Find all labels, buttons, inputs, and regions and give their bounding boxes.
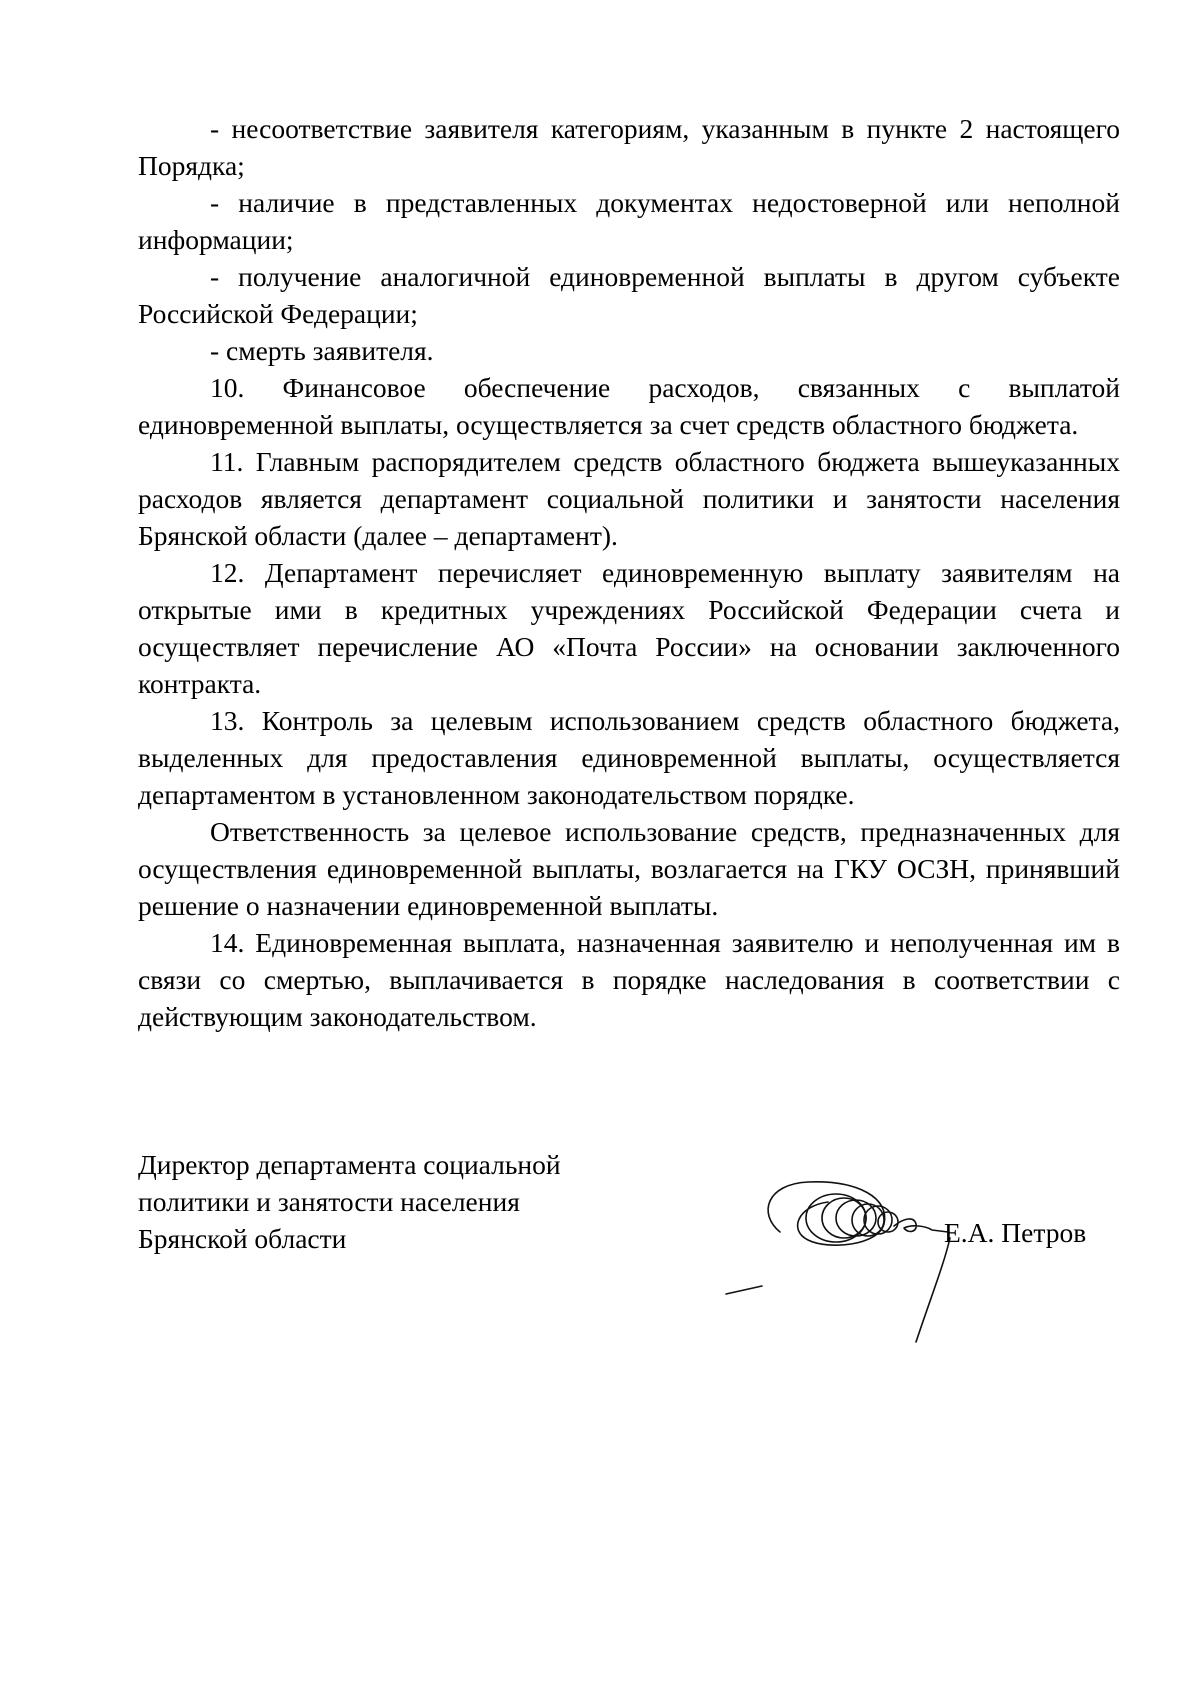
signature-block <box>138 1146 1120 1346</box>
paragraph-responsibility: Ответственность за целевое использование средств, предназначенных для осуществления единовременной выплаты, возлагается на ГКУ ОСЗН, принявший решение о назначении единовременной выплаты. <box>138 816 1120 921</box>
signer-position-line: политики и занятости населения <box>138 1186 520 1217</box>
paragraph-item-4: - смерть заявителя. <box>210 335 434 366</box>
paragraph-10: 10. Финансовое обеспечение расходов, связанных с выплатой единовременной выплаты, осуществляется за счет средств областного бюджета. <box>138 372 1120 440</box>
paragraph-14: 14. Единовременная выплата, назначенная заявителю и неполученная им в связи со смертью, выплачивается в порядке наследования в соответствии с действующим законодательством. <box>138 927 1120 1032</box>
paragraph-13: 13. Контроль за целевым использованием средств областного бюджета, выделенных для предоставления единовременной выплаты, осуществляется департаментом в установленном законодательством порядке. <box>138 705 1120 810</box>
signer-name: Е.А. Петров <box>944 1217 1087 1248</box>
paragraph-12: 12. Департамент перечисляет единовременную выплату заявителям на открытые ими в кредитных учреждениях Российской Федерации счета и осуществляет перечисление АО «Почта России» на основании заключенного контракта. <box>138 557 1120 699</box>
document-body <box>138 110 1120 1035</box>
paragraph-item-1: - несоответствие заявителя категориям, указанным в пункте 2 настоящего Порядка; <box>138 113 1120 181</box>
signer-position <box>138 1146 561 1257</box>
paragraph-11: 11. Главным распорядителем средств областного бюджета вышеуказанных расходов является департамент социальной политики и занятости населения Брянской области (далее – департамент). <box>138 446 1120 551</box>
paragraph-item-3: - получение аналогичной единовременной выплаты в другом субъекте Российской Федерации; <box>138 261 1120 329</box>
paragraph-item-2: - наличие в представленных документах недостоверной или неполной информации; <box>138 187 1120 255</box>
signer-position-line: Директор департамента социальной <box>138 1149 561 1180</box>
signer-position-line: Брянской области <box>138 1223 347 1254</box>
